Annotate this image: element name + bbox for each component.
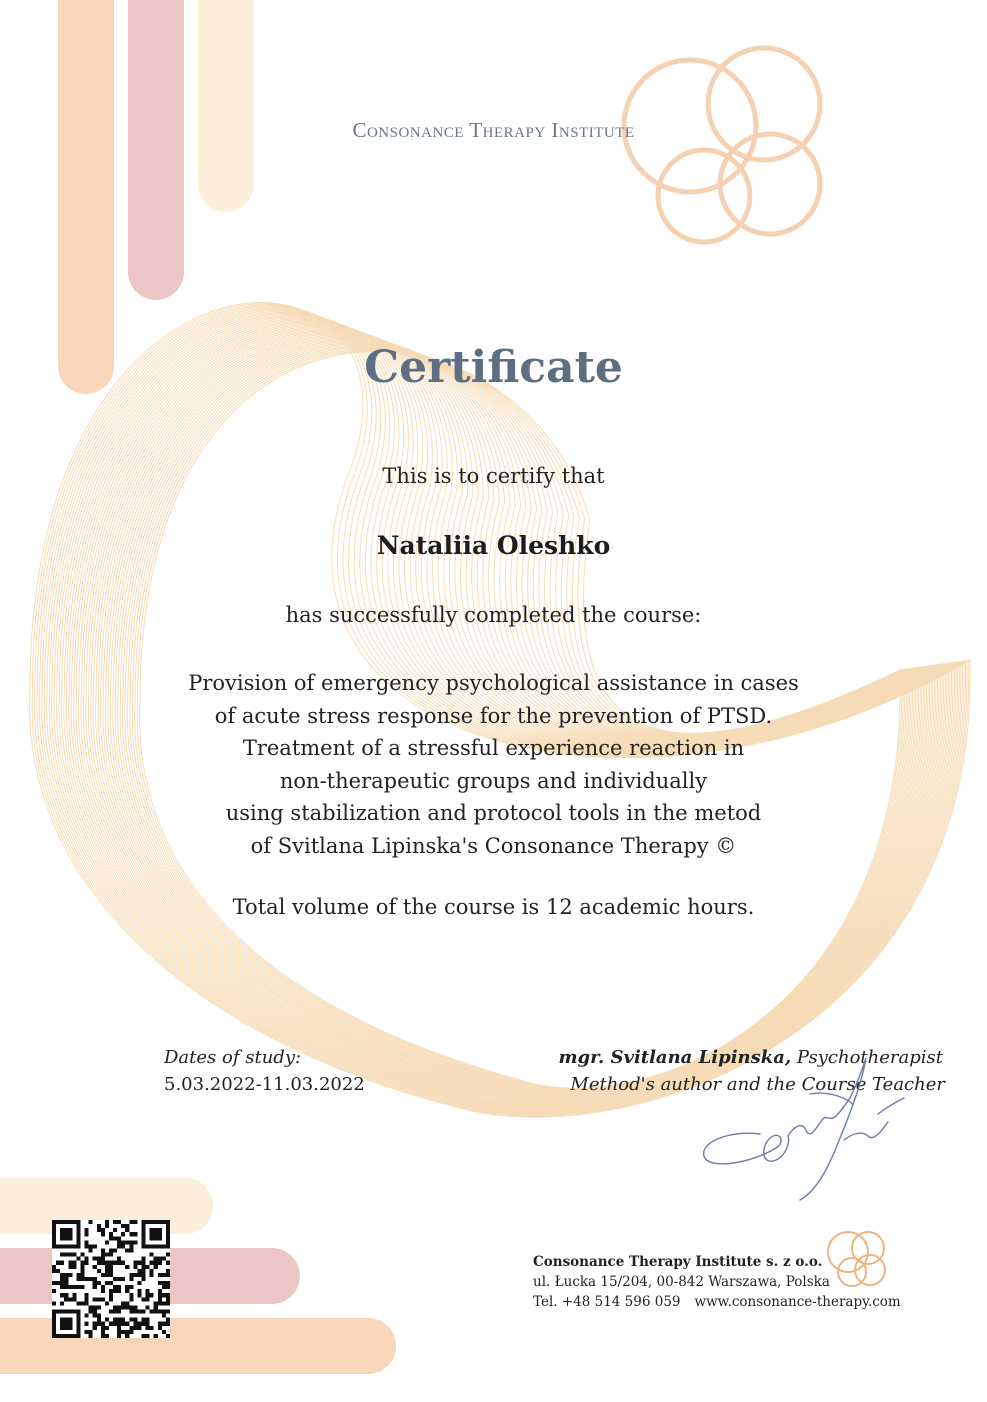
teacher-name: mgr. Svitlana Lipinska, [558,1047,792,1068]
course-volume: Total volume of the course is 12 academic hours. [232,895,755,919]
logo-rings-icon [824,1228,890,1292]
footer-org: Consonance Therapy Institute s. z o.o. [533,1254,823,1270]
footer-phone: Tel. +48 514 596 059 [533,1294,681,1310]
course-description [0,667,987,862]
pillar-peach [58,0,114,394]
footer-website[interactable]: www.consonance-therapy.com [694,1294,901,1310]
teacher-subtitle: Method's author and the Course Teacher [570,1074,945,1095]
dates-label: Dates of study: [164,1047,302,1068]
qr-code [52,1220,170,1338]
institute-name: Consonance Therapy Institute [352,118,635,142]
footer-contact-line [533,1292,915,1312]
footer-address: ul. Łucka 15/204, 00-842 Warszawa, Polska [533,1274,830,1290]
course-line: of acute stress response for the prevention of PTSD. [214,703,773,728]
course-line: Provision of emergency psychological assistance in cases [188,671,799,695]
signature [690,1030,930,1210]
course-line: using stabilization and protocol tools in the metod [225,801,762,825]
dates-value: 5.03.2022-11.03.2022 [164,1074,365,1095]
course-line: non-therapeutic groups and individually [279,768,708,793]
certify-line: This is to certify that [382,464,605,488]
certificate-title: Certificate [364,342,623,393]
course-line: of Svitlana Lipinska's Consonance Therapy © [250,833,737,858]
teacher-role: Psychotherapist [791,1047,943,1068]
pillar-pink [128,0,184,300]
recipient-name: Nataliia Oleshko [376,531,611,560]
pillar-cream [198,0,254,212]
course-line: Treatment of a stressful experience reaction in [242,736,745,760]
completed-line: has successfully completed the course: [285,603,702,627]
header-rings [624,48,820,242]
